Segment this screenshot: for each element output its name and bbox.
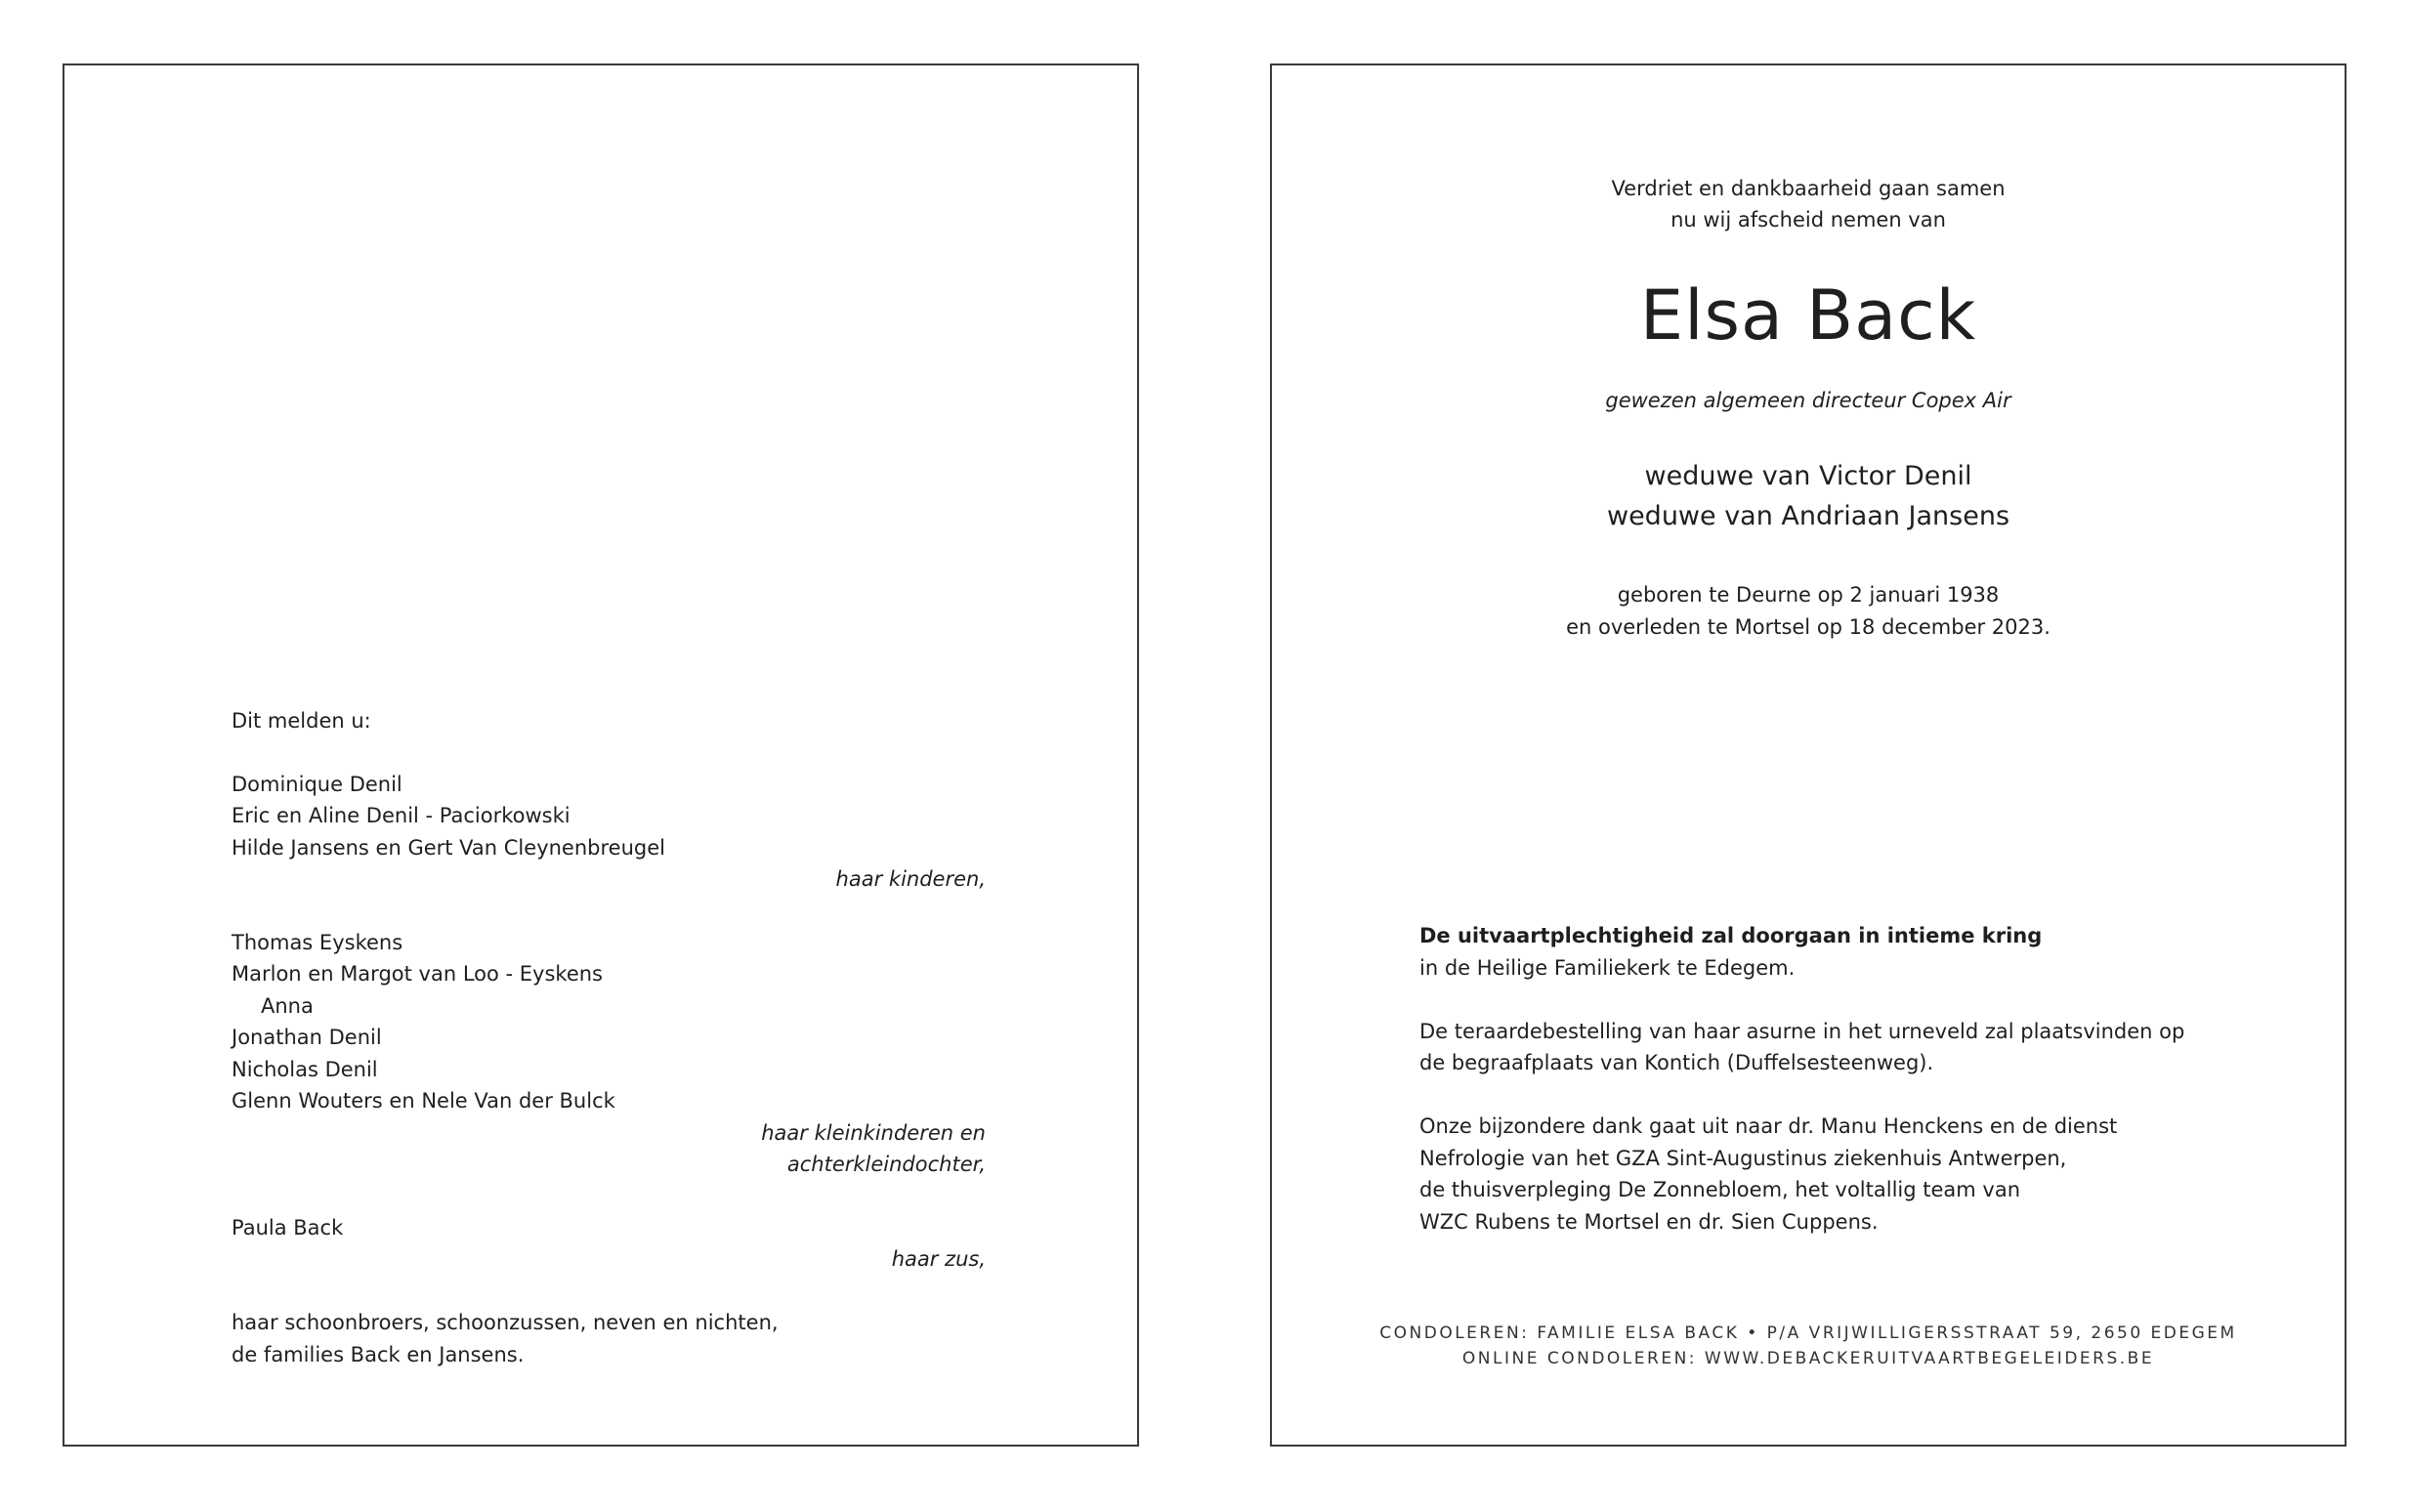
widow-line: weduwe van Victor Denil (1644, 461, 1972, 491)
grandchild-name: Marlon en Margot van Loo - Eyskens (232, 962, 603, 986)
great-grandchild-name: Anna (261, 994, 314, 1018)
ceremony-title: De uitvaartplechtigheid zal doorgaan in intieme kring (1419, 924, 2043, 947)
grandchildren-role: achterkleindochter, (786, 1153, 986, 1176)
child-name: Eric en Aline Denil - Paciorkowski (232, 804, 571, 827)
grandchildren-role: haar kleinkinderen en (761, 1121, 986, 1145)
burial-text: De teraardebestelling van haar asurne in het urneveld zal plaatsvinden op (1419, 1020, 2185, 1043)
heading-line: nu wij afscheid nemen van (1670, 208, 1946, 231)
child-name: Hilde Jansens en Gert Van Cleynenbreugel (232, 836, 665, 860)
thanks-text: de thuisverpleging De Zonnebloem, het voltallig team van (1419, 1178, 2020, 1201)
right-page (1270, 63, 2347, 1447)
deceased-name: Elsa Back (1639, 275, 1977, 356)
widow-line: weduwe van Andriaan Jansens (1606, 501, 2010, 531)
sister-role: haar zus, (891, 1247, 986, 1271)
sister-name: Paula Back (232, 1216, 344, 1239)
child-name: Dominique Denil (232, 773, 402, 796)
thanks-text: Nefrologie van het GZA Sint-Augustinus ziekenhuis Antwerpen, (1419, 1147, 2067, 1170)
other-relatives: haar schoonbroers, schoonzussen, neven en nichten, (232, 1311, 779, 1334)
heading-line: Verdriet en dankbaarheid gaan samen (1611, 177, 2006, 200)
grandchild-name: Jonathan Denil (232, 1026, 382, 1049)
thanks-text: WZC Rubens te Mortsel en dr. Sien Cuppens. (1419, 1210, 1879, 1234)
condolence-address: CONDOLEREN: FAMILIE ELSA BACK • P/A VRIJWILLIGERSSTRAAT 59, 2650 EDEGEM (1379, 1323, 2237, 1343)
function-text: gewezen algemeen directeur Copex Air (1605, 389, 2011, 412)
left-page (63, 63, 1139, 1447)
ceremony-location: in de Heilige Familiekerk te Edegem. (1419, 956, 1796, 980)
grandchild-name: Thomas Eyskens (232, 931, 403, 954)
children-role: haar kinderen, (835, 867, 986, 891)
burial-text: de begraafplaats van Kontich (Duffelsesteenweg). (1419, 1051, 1934, 1074)
other-relatives: de families Back en Jansens. (232, 1343, 525, 1366)
intro-text: Dit melden u: (232, 709, 371, 733)
birth-date: geboren te Deurne op 2 januari 1938 (1617, 583, 2000, 607)
grandchild-name: Glenn Wouters en Nele Van der Bulck (232, 1089, 615, 1113)
online-condolence: ONLINE CONDOLEREN: WWW.DEBACKERUITVAARTBEGELEIDERS.BE (1461, 1349, 2155, 1368)
grandchild-name: Nicholas Denil (232, 1058, 378, 1081)
thanks-text: Onze bijzondere dank gaat uit naar dr. Manu Henckens en de dienst (1419, 1114, 2118, 1138)
death-date: en overleden te Mortsel op 18 december 2023. (1566, 615, 2051, 639)
